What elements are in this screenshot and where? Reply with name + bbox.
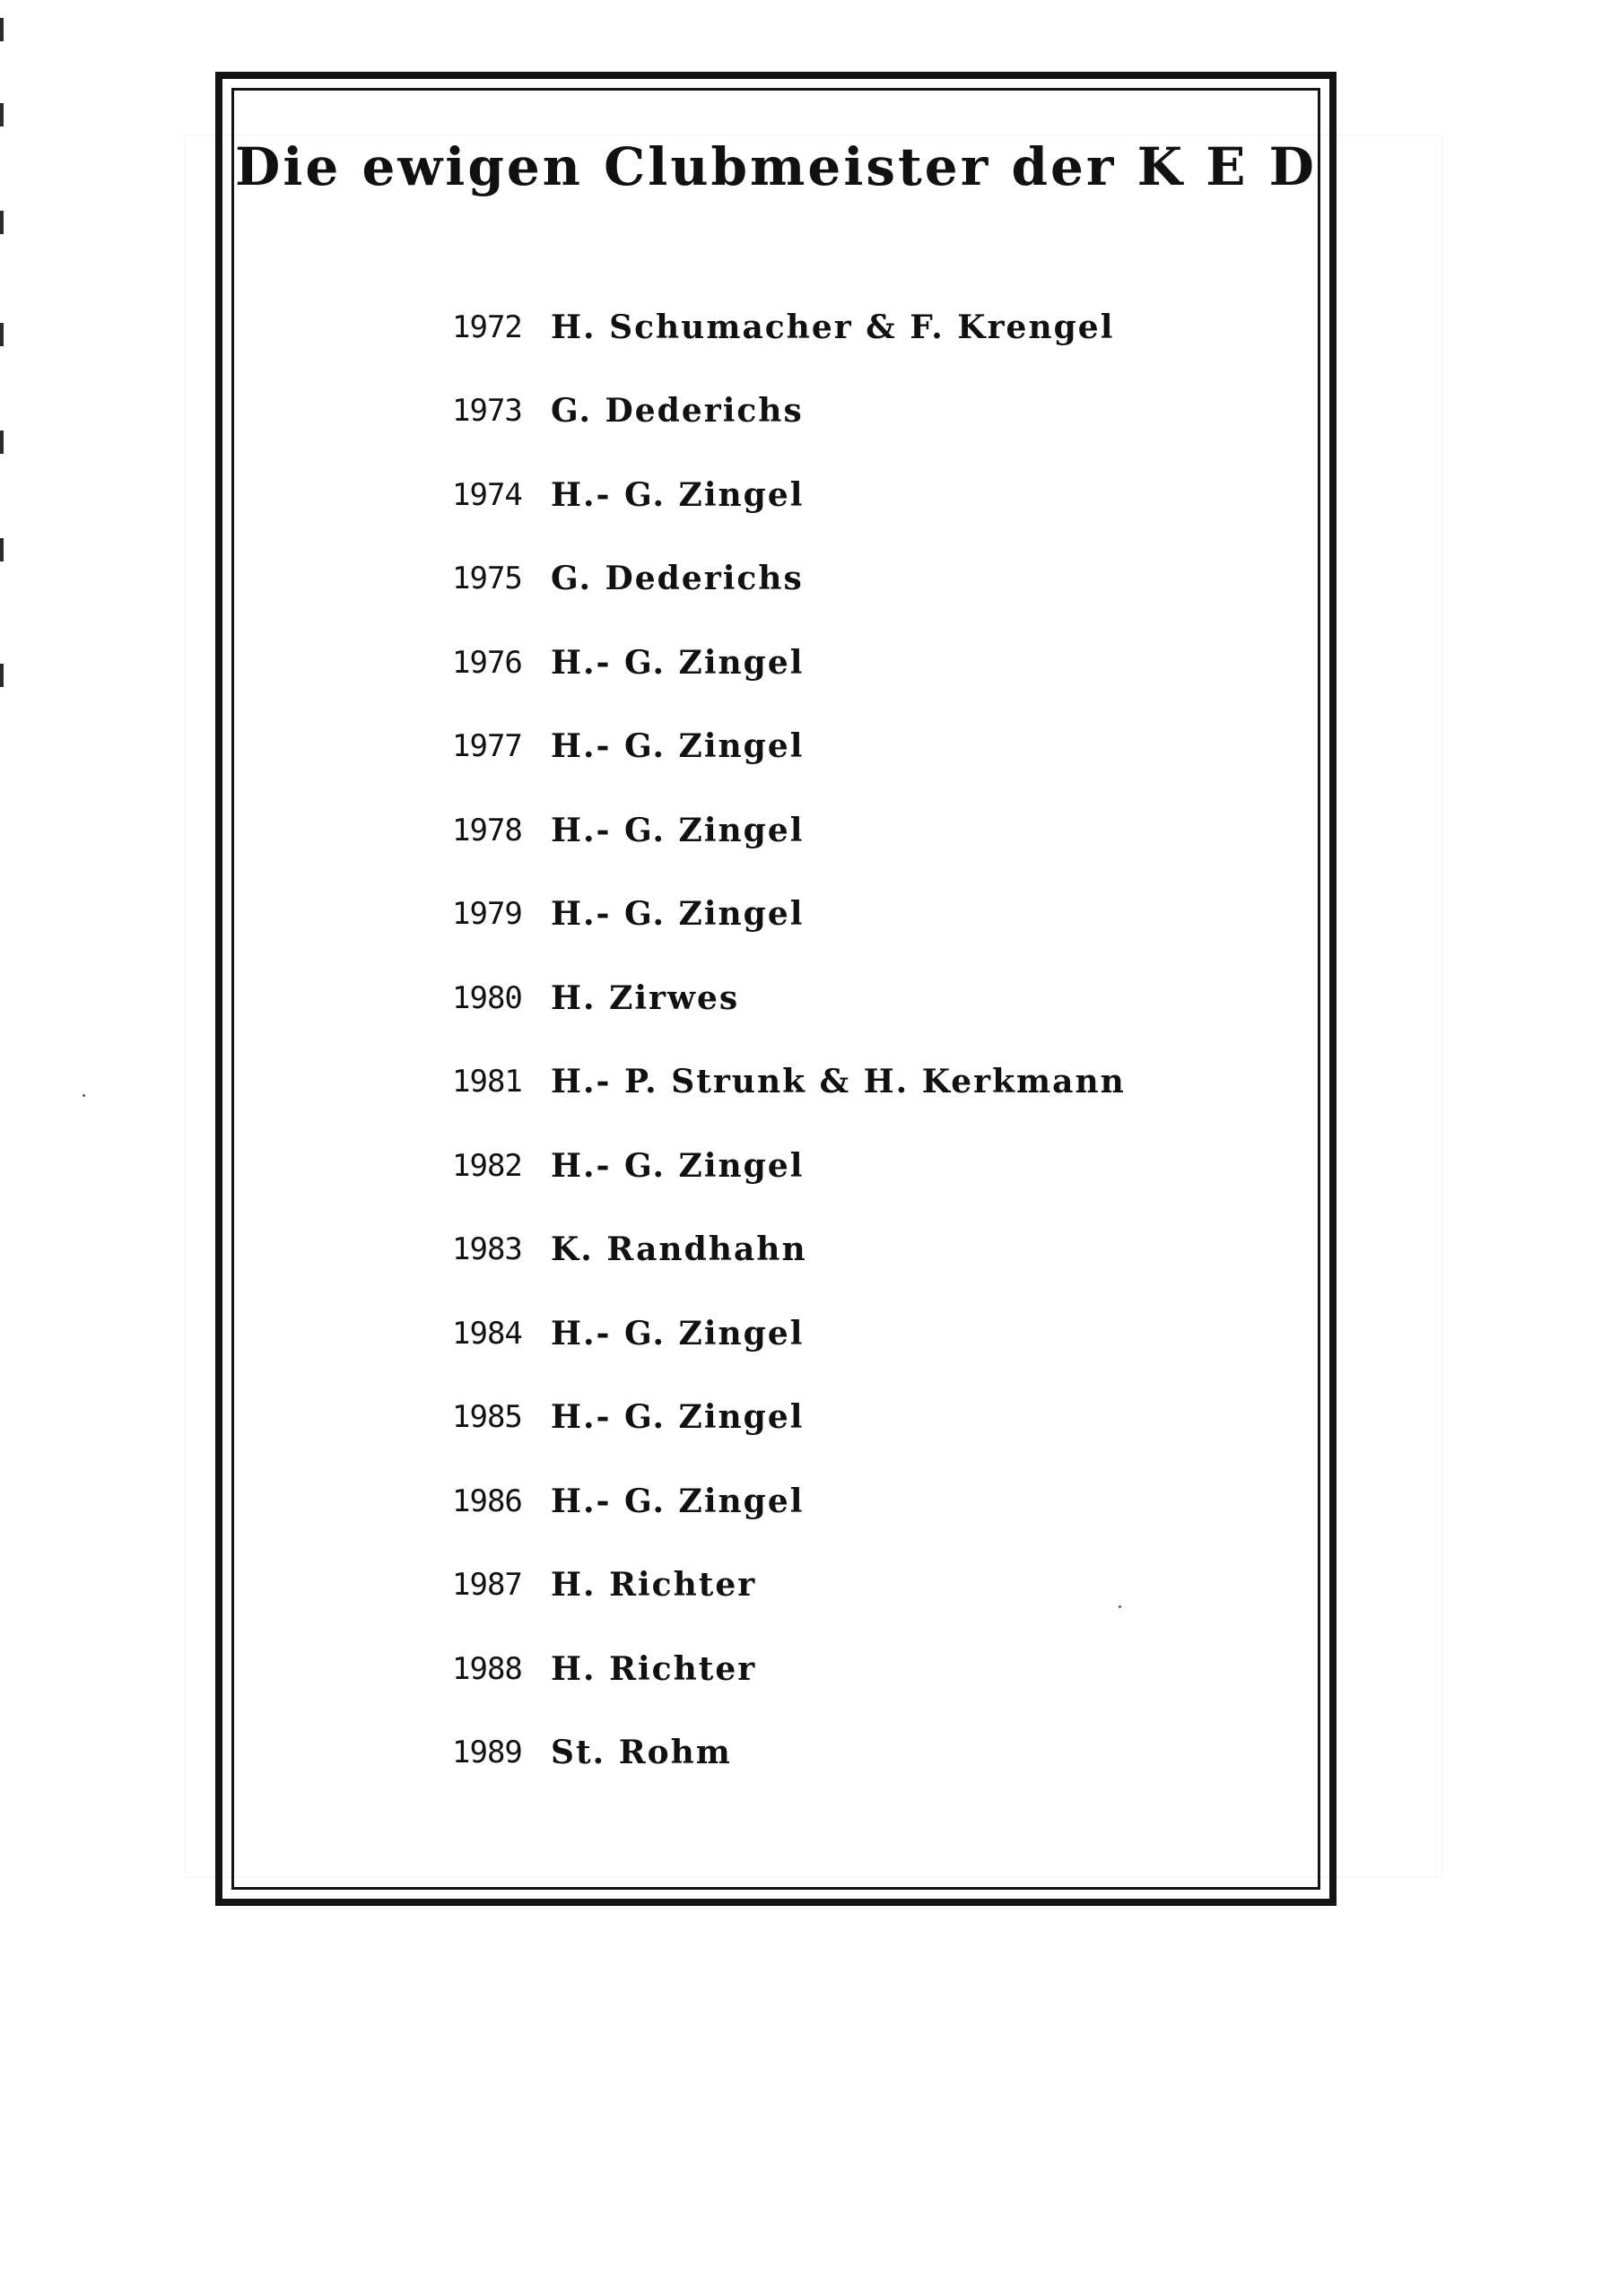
year: 1984 (452, 1315, 522, 1352)
champion-name: H. Schumacher & F. Krengel (551, 308, 1115, 346)
year: 1972 (452, 309, 522, 345)
year: 1983 (452, 1231, 522, 1268)
champion-name: H. Richter (551, 1566, 757, 1605)
binder-mark (0, 538, 4, 561)
champion-name: K. Randhahn (551, 1231, 807, 1269)
year: 1975 (452, 561, 522, 597)
year: 1978 (452, 812, 522, 848)
list-item (452, 1459, 1126, 1544)
champion-name: H.- G. Zingel (551, 727, 805, 766)
list-item (452, 705, 1126, 789)
binder-mark (0, 664, 4, 687)
year: 1982 (452, 1147, 522, 1184)
binder-hole-marks (0, 0, 7, 807)
champion-name: H.- G. Zingel (551, 643, 805, 682)
list-item (452, 956, 1126, 1040)
list-item (452, 1208, 1126, 1292)
champion-list (452, 285, 1126, 1795)
binder-mark (0, 103, 4, 126)
year: 1985 (452, 1399, 522, 1436)
binder-mark (0, 211, 4, 234)
year: 1979 (452, 896, 522, 933)
list-item (452, 453, 1126, 537)
scan-speck (1119, 1605, 1121, 1608)
year: 1988 (452, 1650, 522, 1687)
year: 1989 (452, 1735, 522, 1771)
list-item (452, 1040, 1126, 1125)
list-item (452, 1292, 1126, 1376)
list-item (452, 1711, 1126, 1796)
champion-name: H.- G. Zingel (551, 1146, 805, 1185)
champion-name: H.- P. Strunk & H. Kerkmann (551, 1063, 1126, 1101)
champion-name: H.- G. Zingel (551, 475, 805, 514)
year: 1973 (452, 393, 522, 430)
champion-name: H.- G. Zingel (551, 811, 805, 849)
binder-mark (0, 18, 4, 41)
binder-mark (0, 430, 4, 454)
year: 1981 (452, 1064, 522, 1100)
page-title: Die ewigen Clubmeister der K E D (235, 136, 1317, 197)
list-item (452, 788, 1126, 873)
year: 1986 (452, 1483, 522, 1519)
champion-name: G. Dederichs (551, 392, 804, 430)
list-item (452, 621, 1126, 705)
binder-mark (0, 323, 4, 346)
list-item (452, 1544, 1126, 1628)
list-item (452, 537, 1126, 622)
champion-name: H. Richter (551, 1649, 757, 1688)
list-item (452, 1124, 1126, 1208)
champion-name: H.- G. Zingel (551, 1482, 805, 1520)
list-item (452, 370, 1126, 454)
year: 1980 (452, 979, 522, 1016)
champion-name: G. Dederichs (551, 560, 804, 598)
list-item (452, 1376, 1126, 1460)
champion-name: H.- G. Zingel (551, 895, 805, 934)
list-item (452, 285, 1126, 370)
champion-name: St. Rohm (551, 1734, 732, 1772)
year: 1987 (452, 1567, 522, 1604)
champion-name: H.- G. Zingel (551, 1398, 805, 1437)
document-frame (215, 72, 1337, 1906)
scan-speck (83, 1094, 85, 1097)
year: 1977 (452, 728, 522, 765)
year: 1974 (452, 476, 522, 513)
champion-name: H. Zirwes (551, 978, 740, 1017)
list-item (452, 873, 1126, 957)
year: 1976 (452, 644, 522, 681)
champion-name: H.- G. Zingel (551, 1314, 805, 1352)
list-item (452, 1627, 1126, 1711)
